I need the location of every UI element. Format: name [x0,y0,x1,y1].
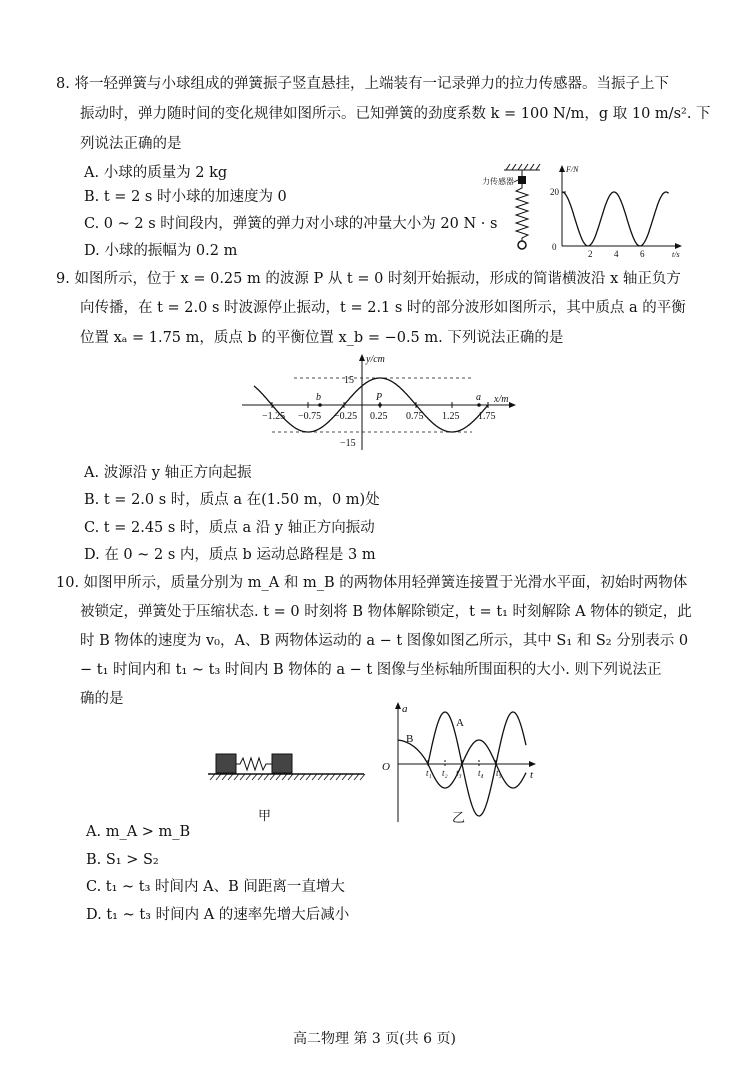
hatch-line [282,774,287,780]
q10-figure-jia [200,740,370,830]
point-a [477,403,481,407]
q8-option-c: C. 0 ~ 2 s 时间段内，弹簧的弹力对小球的冲量大小为 20 N · s [84,216,498,232]
q10-stem-line-1: 10. 如图甲所示，质量分别为 m_A 和 m_B 的两物体用轻弹簧连接置于光滑水平面，初始时两物体 [56,575,688,591]
q8-option-b: B. t = 2 s 时小球的加速度为 0 [84,189,287,205]
hatch-line [342,774,347,780]
block-b [272,754,292,773]
hatch-line [348,774,353,780]
q8-option-d: D. 小球的振幅为 0.2 m [84,243,238,259]
origin-label: 0 [552,242,557,252]
hatch-line [240,774,245,780]
y-axis-label: y/cm [366,354,385,365]
q10-stem-line-5: 确的是 [80,691,124,707]
curve-a-label: A [456,717,464,729]
x-tick-label: −1.25 [262,411,286,422]
q8-stem-line-3: 列说法正确的是 [80,136,182,152]
hatch-line [276,774,281,780]
y-tick-minus-15: −15 [340,438,356,449]
hatch-line [246,774,251,780]
q10-stem-line-2: 被锁定，弹簧处于压缩状态. t = 0 时刻将 B 物体解除锁定，t = t₁ 时刻解除 A 物体的锁定，此 [80,604,692,620]
q9-option-a: A. 波源沿 y 轴正方向起振 [84,465,252,481]
t-axis-label: t/s [672,250,680,258]
hatch-line [222,774,227,780]
x-tick-label: 0.25 [370,411,388,422]
hatch-line [288,774,293,780]
point-p [378,403,382,407]
q9-option-b: B. t = 2.0 s 时，质点 a 在(1.50 m，0 m)处 [84,492,380,508]
hatch-line [210,774,215,780]
hatch-line [264,774,269,780]
ball [518,241,526,249]
hatch-line [312,774,317,780]
caption-yi: 乙 [452,810,466,825]
hatch-line [360,774,365,780]
a-axis-label: a [402,703,408,715]
hatch-line [318,774,323,780]
f-axis-label: F/N [566,165,579,174]
y-tick-15: 15 [344,375,354,386]
q8-option-a: A. 小球的质量为 2 kg [84,165,228,181]
t3-label: t₃ [456,768,462,778]
q9-stem-line-3: 位置 xₐ = 1.75 m，质点 b 的平衡位置 x_b = −0.5 m. 下列说法正确的是 [80,330,564,346]
caption-jia: 甲 [258,808,272,823]
hatch-line [330,774,335,780]
t2-label: t₂ [442,768,448,778]
t-axis-label-yi: t [530,769,534,781]
point-b-label: b [316,392,321,403]
x-axis-label: x/m [494,394,509,405]
hatch-line [354,774,359,780]
q8-stem-line-2: 振动时，弹力随时间的变化规律如图所示。已知弹簧的劲度系数 k = 100 N/m，g 取 10 m/s². 下 [80,106,711,122]
q9-stem-line-1: 9. 如图所示，位于 x = 0.25 m 的波源 P 从 t = 0 时刻开始振动，形成的简谐横波沿 x 轴正负方 [56,271,681,287]
hatch-line [234,774,239,780]
hatch-line [270,774,275,780]
q10-stem-line-4: − t₁ 时间内和 t₁ ~ t₃ 时间内 B 物体的 a − t 图像与坐标轴所围面积的大小. 则下列说法正 [80,662,662,678]
hatch-line [258,774,263,780]
t5-label: t₅ [496,768,502,778]
x-tick-label: 1.25 [442,411,460,422]
q9-option-c: C. t = 2.45 s 时，质点 a 沿 y 轴正方向振动 [84,520,375,536]
f-tick-20: 20 [550,187,559,197]
hatch-line [294,774,299,780]
ground-hatch [210,774,365,780]
x-tick-label: −0.25 [334,411,358,422]
q8-stem-line-1: 8. 将一轻弹簧与小球组成的弹簧振子竖直悬挂，上端装有一记录弹力的拉力传感器。当振子上下 [56,76,669,92]
t-tick-4: 4 [614,249,619,258]
curve-b-label: B [406,733,414,745]
q9-figure [232,350,522,455]
spring-between-blocks [236,758,272,770]
x-tick-label: 1.75 [478,411,496,422]
hatch-line [306,774,311,780]
q10-option-d: D. t₁ ~ t₃ 时间内 A 的速率先增大后减小 [86,907,350,923]
hatch-line [252,774,257,780]
spring [516,184,528,241]
hatch-line [228,774,233,780]
point-b [318,403,322,407]
q10-figure-yi [376,700,546,825]
point-a-label: a [476,392,481,403]
block-a [216,754,236,773]
t-tick-2: 2 [588,249,593,258]
q9-stem-line-2: 向传播，在 t = 2.0 s 时波源停止振动，t = 2.1 s 时的部分波形如图所示，其中质点 a 的平衡 [80,300,686,316]
q10-stem-line-3: 时 B 物体的速度为 v₀，A、B 两物体运动的 a − t 图像如图乙所示，其中 S₁ 和 S₂ 分别表示 0 [80,633,689,649]
force-sensor [518,176,526,184]
q9-option-d: D. 在 0 ~ 2 s 内，质点 b 运动总路程是 3 m [84,547,376,563]
origin-o: O [382,761,390,773]
hatch-line [324,774,329,780]
hatch-line [300,774,305,780]
q10-option-a: A. m_A > m_B [86,824,191,840]
hatch-line [336,774,341,780]
t4-label: t₄ [478,768,484,778]
q10-option-b: B. S₁ > S₂ [86,852,159,868]
ceiling-hatch [504,164,540,170]
x-tick-label: 0.75 [406,411,424,422]
force-curve [562,192,669,246]
sensor-label: 力传感器 [482,177,514,186]
q8-figure [478,162,692,258]
q10-option-c: C. t₁ ~ t₃ 时间内 A、B 间距离一直增大 [86,879,345,895]
page-footer: 高二物理 第 3 页(共 6 页) [293,1031,456,1047]
hatch-line [216,774,221,780]
point-p-label: P [376,392,383,403]
t1-label: t₁ [426,768,432,778]
t-tick-6: 6 [640,249,645,258]
x-tick-label: −0.75 [298,411,322,422]
